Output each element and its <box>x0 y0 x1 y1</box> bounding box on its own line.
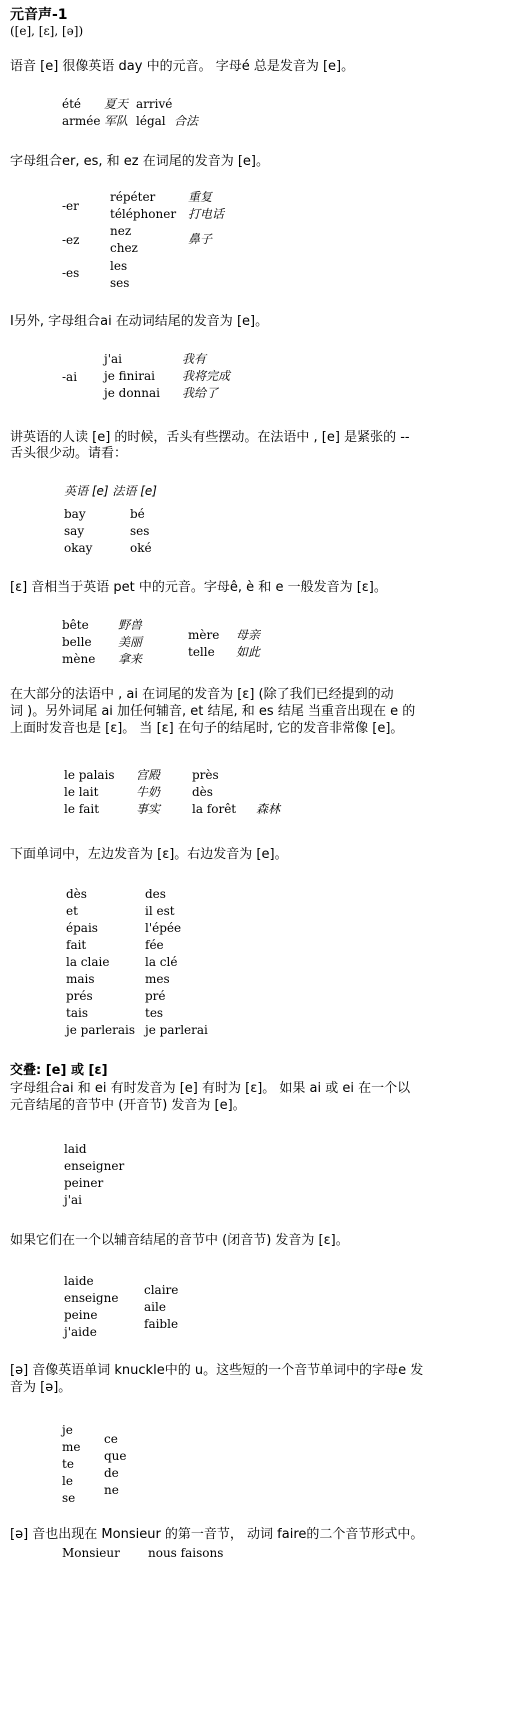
word: prés <box>66 989 93 1003</box>
word: le <box>62 1474 73 1488</box>
meaning: 鼻子 <box>188 232 213 246</box>
word: fait <box>66 938 87 952</box>
word: les <box>110 259 128 273</box>
word: dès <box>192 785 213 799</box>
word: je finirai <box>104 369 155 383</box>
meaning: 宫殿 <box>136 768 161 782</box>
word: te <box>62 1457 74 1471</box>
word: chez <box>110 241 138 255</box>
word: le palais <box>64 768 115 782</box>
word: nous faisons <box>148 1546 224 1560</box>
word: me <box>62 1440 81 1454</box>
word: pré <box>145 989 166 1003</box>
word: bay <box>64 507 86 521</box>
meaning: 森林 <box>256 802 281 816</box>
section2-intro: 字母组合er, es, 和 ez 在词尾的发音为 [e]。 <box>10 154 270 169</box>
word: aile <box>144 1300 166 1314</box>
section10-line1: [ə] 音像英语单词 knuckle中的 u。这些短的一个音节单词中的字母e 发 <box>10 1363 424 1378</box>
section7-intro: 下面单词中，左边发音为 [ɛ]。右边发音为 [e]。 <box>10 847 288 862</box>
word: répéter <box>110 190 156 204</box>
word: je donnai <box>104 386 160 400</box>
meaning: 牛奶 <box>136 785 161 799</box>
ending-label: -ai <box>62 370 78 384</box>
word: légal <box>136 114 166 128</box>
word: ne <box>104 1483 119 1497</box>
word: peine <box>64 1308 98 1322</box>
meaning: 我有 <box>182 352 207 366</box>
word: ses <box>110 276 130 290</box>
section8-heading: 交叠: [e] 或 [ɛ] <box>10 1063 108 1078</box>
meaning: 合法 <box>174 114 199 128</box>
word: que <box>104 1449 127 1463</box>
meaning: 打电话 <box>188 207 225 221</box>
word: laide <box>64 1274 94 1288</box>
ending-label: -es <box>62 266 80 280</box>
section9-intro: 如果它们在一个以辅音结尾的音节中 (闭音节) 发音为 [ɛ]。 <box>10 1233 349 1248</box>
meaning: 军队 <box>104 114 129 128</box>
comparison-header: 英语 [e] 法语 [e] <box>64 484 157 498</box>
word: de <box>104 1466 119 1480</box>
word: j'ai <box>104 352 123 366</box>
word: dès <box>66 887 87 901</box>
word: okay <box>64 541 93 555</box>
word: tes <box>145 1006 164 1020</box>
section6-line1: 在大部分的法语中 , ai 在词尾的发音为 [ɛ] (除了我们已经提到的动 <box>10 687 394 702</box>
word: say <box>64 524 85 538</box>
word: enseigne <box>64 1291 119 1305</box>
word: faible <box>144 1317 179 1331</box>
section11-intro: [ə] 音也出现在 Monsieur 的第一音节， 动词 faire的二个音节形式中。 <box>10 1527 424 1542</box>
word: enseigner <box>64 1159 125 1173</box>
page-subtitle: ([e], [ɛ], [ə]) <box>10 24 84 38</box>
word: belle <box>62 635 92 649</box>
section5-intro: [ɛ] 音相当于英语 pet 中的元音。字母ê, è 和 e 一般发音为 [ɛ]。 <box>10 580 387 595</box>
word: nez <box>110 224 132 238</box>
word: la forêt <box>192 802 237 816</box>
meaning: 如此 <box>236 645 261 659</box>
word: ses <box>130 524 150 538</box>
word: le fait <box>64 802 100 816</box>
word: mes <box>145 972 170 986</box>
word: j'aide <box>64 1325 97 1339</box>
word: telle <box>188 645 215 659</box>
word: arrivé <box>136 97 173 111</box>
word: été <box>62 97 82 111</box>
word: épais <box>66 921 98 935</box>
word: ce <box>104 1432 118 1446</box>
word: bé <box>130 507 145 521</box>
meaning: 我给了 <box>182 386 219 400</box>
meaning: 事实 <box>136 802 161 816</box>
section6-line2: 词 )。另外词尾 ai 加任何辅音, et 结尾, 和 es 结尾 当重音出现在 e 的 <box>10 704 416 719</box>
word: Monsieur <box>62 1546 120 1560</box>
word: laid <box>64 1142 87 1156</box>
word: bête <box>62 618 89 632</box>
word: je parlerai <box>145 1023 208 1037</box>
meaning: 母亲 <box>236 628 261 642</box>
word: j'ai <box>64 1193 83 1207</box>
word: fée <box>145 938 164 952</box>
page-title: 元音声-1 <box>10 7 68 23</box>
section3-intro: I另外, 字母组合ai 在动词结尾的发音为 [e]。 <box>10 314 269 329</box>
word: le lait <box>64 785 99 799</box>
section1-intro: 语音 [e] 很像英语 day 中的元音。 字母é 总是发音为 [e]。 <box>10 59 355 74</box>
word: et <box>66 904 78 918</box>
word: se <box>62 1491 76 1505</box>
word: claire <box>144 1283 179 1297</box>
section8-line1: 字母组合ai 和 ei 有时发音为 [e] 有时为 [ɛ]。 如果 ai 或 ei 在一个以 <box>10 1081 411 1096</box>
meaning: 美丽 <box>118 635 143 649</box>
word: l'épée <box>145 921 182 935</box>
section4-intro-line1: 讲英语的人读 [e] 的时候，舌头有些摆动。在法语中 , [e] 是紧张的 -- <box>10 430 410 445</box>
ending-label: -er <box>62 199 79 213</box>
word: mère <box>188 628 220 642</box>
word: tais <box>66 1006 88 1020</box>
word: des <box>145 887 166 901</box>
word: mène <box>62 652 96 666</box>
word: la clé <box>145 955 178 969</box>
meaning: 拿来 <box>118 652 143 666</box>
meaning: 野兽 <box>118 618 143 632</box>
section10-line2: 音为 [ə]。 <box>10 1380 72 1395</box>
word: il est <box>145 904 175 918</box>
word: je parlerais <box>66 1023 136 1037</box>
word: armée <box>62 114 101 128</box>
section4-intro-line2: 舌头很少动。请看： <box>10 446 128 461</box>
ending-label: -ez <box>62 233 80 247</box>
word: peiner <box>64 1176 104 1190</box>
section8-line2: 元音结尾的音节中 (开音节) 发音为 [e]。 <box>10 1098 246 1113</box>
meaning: 重复 <box>188 190 213 204</box>
meaning: 我将完成 <box>182 369 231 383</box>
word: la claie <box>66 955 110 969</box>
word: mais <box>66 972 95 986</box>
word: téléphoner <box>110 207 177 221</box>
section6-line3: 上面时发音也是 [ɛ]。 当 [ɛ] 在句子的结尾时, 它的发音非常像 [e]。 <box>10 721 404 736</box>
meaning: 夏天 <box>104 97 129 111</box>
word: oké <box>130 541 152 555</box>
word: près <box>192 768 219 782</box>
word: je <box>62 1423 73 1437</box>
